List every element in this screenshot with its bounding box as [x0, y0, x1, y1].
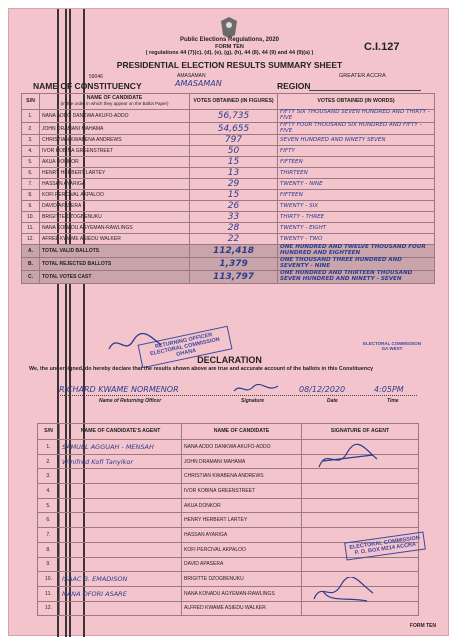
row-figures: 56,735 — [190, 110, 278, 123]
results-table — [21, 93, 435, 284]
row-candidate: NANA KONADU AGYEMAN-RAWLINGS — [40, 223, 190, 234]
row-candidate: HASSAN AYARIGA — [40, 179, 190, 190]
agent-sn: 5. — [38, 498, 60, 513]
agent-sn: 11. — [38, 586, 60, 601]
total-label: TOTAL VOTES CAST — [40, 270, 190, 283]
total-label: TOTAL VALID BALLOTS — [40, 245, 190, 258]
agent-sn: 2. — [38, 454, 60, 469]
row-sn: 12. — [22, 234, 40, 245]
agent-candidate: ALFRED KWAME ASIEDU WALKER — [182, 601, 302, 616]
ec-stamp: ELECTORAL COMMISSION P. O. BOX M214 ACCRA — [344, 532, 426, 561]
constituency-label: NAME OF CONSTITUENCY — [33, 81, 142, 91]
total-sn: A. — [22, 245, 40, 258]
form-label: FORM TEN — [215, 44, 244, 50]
declaration-dotline — [57, 395, 417, 396]
row-words: FIFTEEN — [278, 157, 435, 168]
declaration-title: DECLARATION — [197, 355, 262, 365]
constituency-printed: AMASAMAN — [177, 73, 206, 79]
total-figures: 112,418 — [190, 245, 278, 258]
row-sn: 4. — [22, 146, 40, 157]
row-candidate: AKUA DONKOR — [40, 157, 190, 168]
table-row — [38, 498, 419, 513]
row-figures: 28 — [190, 223, 278, 234]
table-row — [22, 179, 435, 190]
row-sn: 1. — [22, 110, 40, 123]
row-figures: 33 — [190, 212, 278, 223]
agent-name — [60, 513, 182, 528]
row-candidate: AFREE KWAME ASIEDU WALKER — [40, 234, 190, 245]
row-words: FIFTY — [278, 146, 435, 157]
agents-col-sn: S/N — [38, 424, 60, 440]
row-sn: 5. — [22, 157, 40, 168]
declaration-date: 08/12/2020 — [299, 385, 346, 394]
returning-officer-signature-icon — [105, 331, 165, 357]
officer-label: Name of Returning Officer — [99, 398, 162, 404]
agent-candidate: IVOR KOBINA GREENSTREET — [182, 484, 302, 499]
time-label: Time — [387, 398, 399, 404]
row-words: TWENTY - SIX — [278, 201, 435, 212]
agent-candidate: CHRISTIAN KWABENA ANDREWS — [182, 469, 302, 484]
agent-signature-cell — [302, 498, 419, 513]
agent-sn: 4. — [38, 484, 60, 499]
region-underline — [309, 90, 421, 91]
region-label: REGION — [277, 81, 311, 91]
agent-sn: 6. — [38, 513, 60, 528]
row-candidate: IVOR KOBINA GREENSTREET — [40, 146, 190, 157]
agent-name: ISAAC B. EMADISON — [60, 572, 182, 587]
agent-sn: 7. — [38, 528, 60, 543]
row-figures: 15 — [190, 190, 278, 201]
results-body — [22, 110, 435, 284]
table-row — [22, 157, 435, 168]
agent-sn: 9. — [38, 557, 60, 572]
row-figures: 22 — [190, 234, 278, 245]
total-sn: B. — [22, 258, 40, 271]
officer-name: RICHARD KWAME NORMENOR — [59, 385, 179, 394]
form-footer: FORM TEN — [409, 623, 436, 629]
date-label: Date — [327, 398, 338, 404]
totals-row — [22, 258, 435, 271]
regulations-sub: ( regulations 44 (7)(c), (d), (e), (g), (h), 44 (8), 44 (9) and 44 (9)(a) ) — [145, 50, 314, 56]
signature-label: Signature — [241, 398, 265, 404]
agent-name — [60, 601, 182, 616]
agents-col-candidate: NAME OF CANDIDATE — [182, 424, 302, 440]
row-candidate: HENRY HERBERT LARTEY — [40, 168, 190, 179]
agent-signature-icon — [313, 441, 383, 477]
col-words: VOTES OBTAINED (IN WORDS) — [278, 94, 435, 110]
totals-row — [22, 270, 435, 283]
region-value: GREATER ACCRA — [339, 73, 386, 79]
row-candidate: KOFI PERCIVAL AKPALOO — [40, 190, 190, 201]
agent-signature-cell — [302, 557, 419, 572]
row-words: TWENTY - TWO — [278, 234, 435, 245]
row-sn: 10. — [22, 212, 40, 223]
table-row — [22, 146, 435, 157]
row-words: TWENTY - NINE — [278, 179, 435, 190]
table-row — [22, 201, 435, 212]
table-row — [22, 110, 435, 123]
table-row — [22, 122, 435, 135]
agent-sn: 10. — [38, 572, 60, 587]
agent-candidate: DAVID APASERA — [182, 557, 302, 572]
row-sn: 6. — [22, 168, 40, 179]
row-candidate: JOHN DRAMANI MAHAMA — [40, 122, 190, 135]
row-words: FIFTEEN — [278, 190, 435, 201]
table-row — [38, 557, 419, 572]
col-candidate-sub: (In the order in which they appear on the Ballot Paper) — [60, 100, 169, 106]
total-words: ONE THOUSAND THREE HUNDRED AND SEVENTY - NINE — [278, 258, 435, 271]
col-candidate-title: NAME OF CANDIDATE — [86, 95, 143, 102]
row-words: FIFTY FOUR THOUSAND SIX HUNDRED AND FIFTY - FIVE — [278, 122, 435, 135]
form-sheet — [8, 8, 449, 636]
agents-col-signature: SIGNATURE OF AGENT — [302, 424, 419, 440]
table-row — [38, 513, 419, 528]
total-label: TOTAL REJECTED BALLOTS — [40, 258, 190, 271]
row-figures: 26 — [190, 201, 278, 212]
agent-candidate: BRIGITTE DZOGBENUKU — [182, 572, 302, 587]
row-words: THIRTY - THREE — [278, 212, 435, 223]
agent-name — [60, 557, 182, 572]
row-candidate: NANA ADDO DANKWA AKUFO-ADDO — [40, 110, 190, 123]
row-words: SEVEN HUNDRED AND NINETY SEVEN — [278, 135, 435, 146]
row-sn: 3. — [22, 135, 40, 146]
row-figures: 13 — [190, 168, 278, 179]
table-row — [38, 484, 419, 499]
agents-col-agent: NAME OF CANDIDATE'S AGENT — [60, 424, 182, 440]
agent-candidate: HASSAN AYARIGA — [182, 528, 302, 543]
row-figures: 15 — [190, 157, 278, 168]
agent-candidate: KOFI PERCIVAL AKPALOO — [182, 542, 302, 557]
col-sn: S/N — [22, 94, 40, 110]
row-figures: 797 — [190, 135, 278, 146]
row-figures: 54,655 — [190, 122, 278, 135]
agent-signature-icon — [309, 577, 379, 607]
agent-candidate: NANA ADDO DANKWA AKUFO-ADDO — [182, 440, 302, 455]
agent-candidate: AKUA DONKOR — [182, 498, 302, 513]
table-row — [22, 223, 435, 234]
constituency-handwritten: AMASAMAN — [175, 79, 222, 88]
table-row — [22, 234, 435, 245]
table-row — [22, 190, 435, 201]
agent-sn: 3. — [38, 469, 60, 484]
agent-name — [60, 498, 182, 513]
total-figures: 113,797 — [190, 270, 278, 283]
total-words: ONE HUNDRED AND TWELVE THOUSAND FOUR HUNDRED AND EIGHTEEN — [278, 245, 435, 258]
agent-name: NANA OFORI ASARE — [60, 586, 182, 601]
table-row — [22, 168, 435, 179]
agent-name — [60, 542, 182, 557]
declaration-text: We, the undersigned, do hereby declare that the results shown above are true and accurate account of the ballots in this Constituency — [29, 366, 374, 372]
row-figures: 29 — [190, 179, 278, 190]
sheet-title: PRESIDENTIAL ELECTION RESULTS SUMMARY SHEET — [116, 60, 343, 70]
agent-name — [60, 469, 182, 484]
agent-name — [60, 528, 182, 543]
returning-officer-stamp: RETURNING OFFICER ELECTORAL COMMISSION GHANA — [138, 326, 233, 369]
totals-row — [22, 245, 435, 258]
regulations-heading: Public Elections Regulations, 2020 — [179, 37, 280, 43]
total-figures: 1,379 — [190, 258, 278, 271]
row-sn: 8. — [22, 190, 40, 201]
row-words: FIFTY SIX THOUSAND SEVEN HUNDRED AND THIRTY - FIVE — [278, 110, 435, 123]
agent-signature-cell — [302, 484, 419, 499]
agent-name: SAMUEL AGGUAH - MENSAH — [60, 440, 182, 455]
total-words: ONE HUNDRED AND THIRTEEN THOUSAND SEVEN HUNDRED AND NINETY - SEVEN — [278, 270, 435, 283]
total-sn: C. — [22, 270, 40, 283]
row-figures: 50 — [190, 146, 278, 157]
col-candidate — [40, 94, 190, 110]
row-words: TWENTY - EIGHT — [278, 223, 435, 234]
agent-candidate: NANA KONADU AGYEMAN-RAWLINGS — [182, 586, 302, 601]
office-stamp: ELECTORAL COMMISSION GA WEST — [362, 341, 422, 351]
declaration-time: 4:05PM — [374, 385, 404, 394]
row-sn: 7. — [22, 179, 40, 190]
agent-sn: 1. — [38, 440, 60, 455]
row-sn: 2. — [22, 122, 40, 135]
form-code: C.I.127 — [364, 41, 400, 53]
row-candidate: DAVID APASERA — [40, 201, 190, 212]
agent-candidate: HENRY HERBERT LARTEY — [182, 513, 302, 528]
agent-sn: 8. — [38, 542, 60, 557]
row-words: THIRTEEN — [278, 168, 435, 179]
row-candidate: BRIGITTE DZOGBENUKU — [40, 212, 190, 223]
table-row — [22, 212, 435, 223]
agent-candidate: JOHN DRAMANI MAHAMA — [182, 454, 302, 469]
col-figures: VOTES OBTAINED (IN FIGURES) — [190, 94, 278, 110]
row-candidate: CHRISTIAN KWABENA ANDREWS — [40, 135, 190, 146]
coat-of-arms-icon — [218, 15, 240, 39]
table-row — [22, 135, 435, 146]
agent-signature-cell — [302, 513, 419, 528]
row-sn: 9. — [22, 201, 40, 212]
agent-name: Winifred Kofi Tanyikor — [60, 454, 182, 469]
agent-sn: 12. — [38, 601, 60, 616]
agent-name — [60, 484, 182, 499]
constituency-code: 59046 — [89, 74, 103, 80]
row-sn: 11. — [22, 223, 40, 234]
